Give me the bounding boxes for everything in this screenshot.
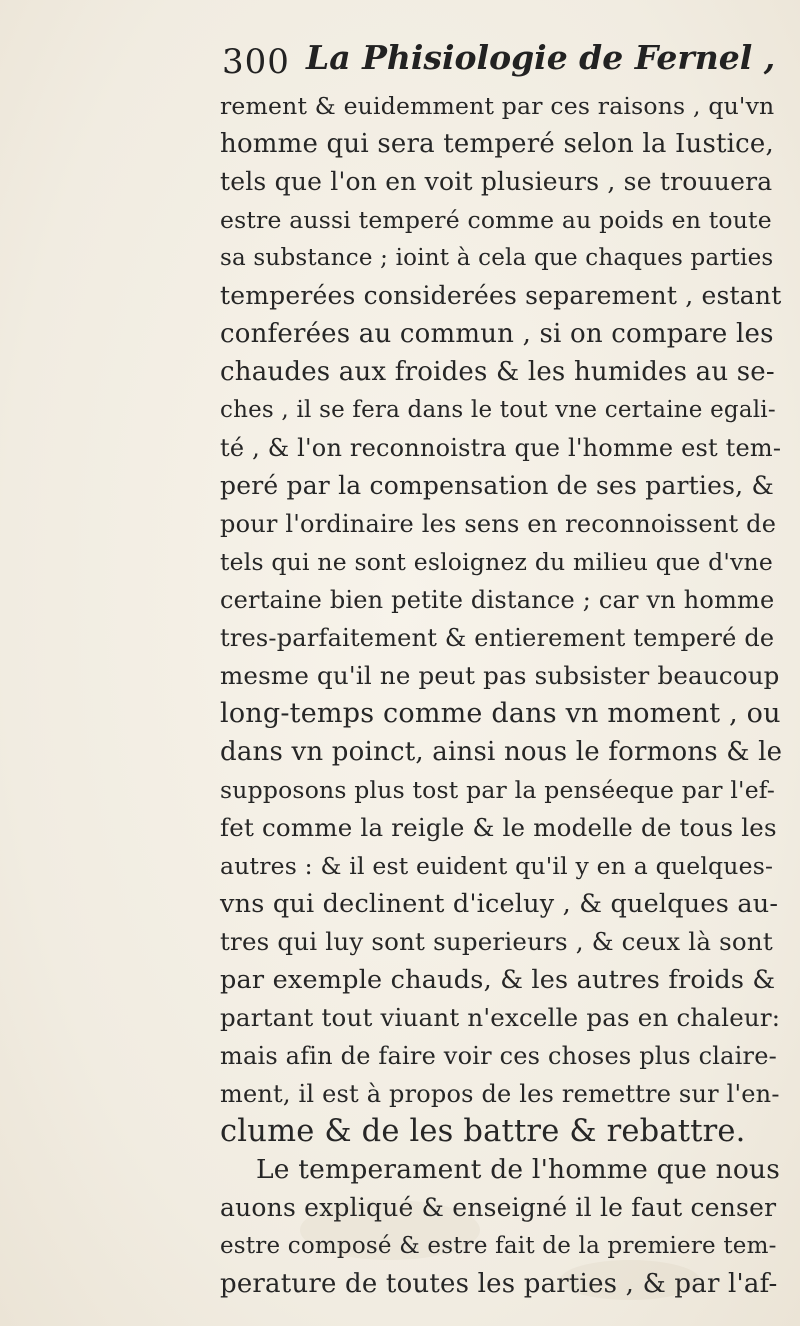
text-line: perature de toutes les parties , & par l'af- (220, 1269, 778, 1299)
text-line: ches , il se fera dans le tout vne certaine egali- (220, 397, 776, 423)
text-line: Le temperament de l'homme que nous (256, 1154, 781, 1185)
text-line: supposons plus tost par la penséeque par l'ef- (220, 776, 776, 804)
text-line: estre composé & estre fait de la premiere tem- (220, 1233, 777, 1259)
text-line: rement & euidemment par ces raisons , qu'vn (220, 92, 775, 120)
running-title: La Phisiologie de Fernel , (306, 38, 776, 77)
page-number: 300 (222, 42, 290, 82)
text-line: chaudes aux froides & les humides au se- (220, 357, 775, 387)
text-line: estre aussi temperé comme au poids en toute (220, 206, 772, 234)
text-line: auons expliqué & enseigné il le faut censer (220, 1193, 777, 1222)
text-line: partant tout viuant n'excelle pas en chaleur: (220, 1003, 781, 1032)
text-line: temperées considerées separement , estant (220, 281, 782, 310)
text-line: sa substance ; ioint à cela que chaques parties (220, 245, 774, 271)
text-line: té , & l'on reconnoistra que l'homme est tem- (220, 434, 782, 462)
text-line: peré par la compensation de ses parties, & (220, 471, 774, 500)
text-line: autres : & il est euident qu'il y en a quelques- (220, 852, 774, 880)
text-line: par exemple chauds, & les autres froids & (220, 965, 776, 995)
text-line: ment, il est à propos de les remettre sur l'en- (220, 1080, 780, 1108)
text-line: tels qui ne sont esloignez du milieu que d'vne (220, 548, 773, 576)
text-line: homme qui sera temperé selon la Iustice, (220, 129, 774, 159)
text-line: mesme qu'il ne peut pas subsister beaucoup (220, 661, 780, 690)
text-line: tres-parfaitement & entierement temperé de (220, 624, 775, 652)
text-line: conferées au commun , si on compare les (220, 319, 774, 349)
text-line: vns qui declinent d'iceluy , & quelques au- (220, 889, 779, 919)
text-line: clume & de les battre & rebattre. (220, 1114, 746, 1149)
text-line: tels que l'on en voit plusieurs , se trouuera (220, 167, 773, 196)
text-line: pour l'ordinaire les sens en reconnoissent de (220, 510, 777, 538)
text-line: dans vn poinct, ainsi nous le formons & le (220, 737, 783, 767)
text-line: mais afin de faire voir ces choses plus claire- (220, 1042, 777, 1070)
text-line: certaine bien petite distance ; car vn homme (220, 586, 775, 614)
text-line: tres qui luy sont superieurs , & ceux là sont (220, 927, 773, 956)
text-line: long-temps comme dans vn moment , ou (220, 698, 781, 729)
text-line: fet comme la reigle & le modelle de tous les (220, 813, 777, 842)
